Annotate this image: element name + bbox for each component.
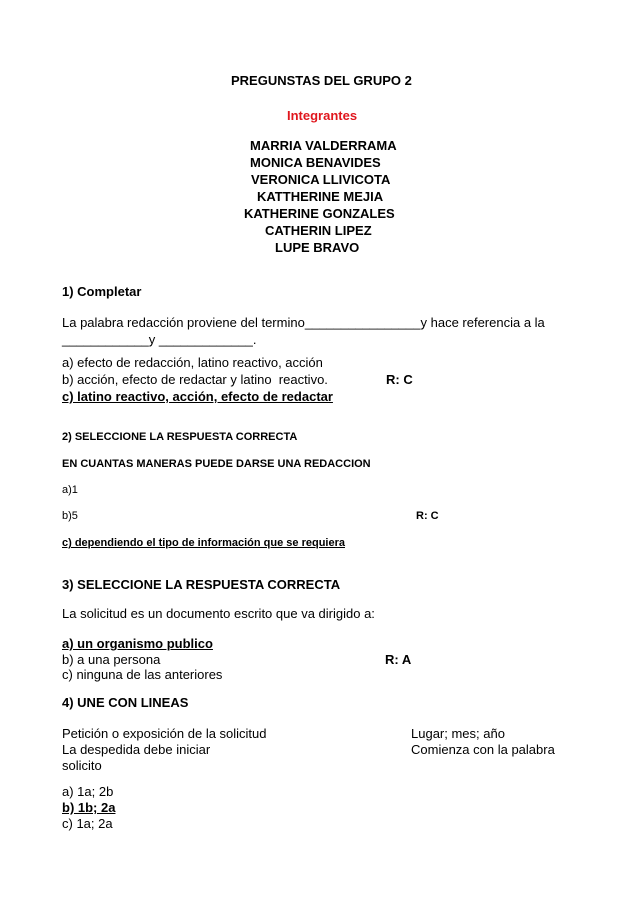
q4-option-b: b) 1b; 2a bbox=[62, 800, 116, 815]
q4-left-item: Petición o exposición de la solicitud bbox=[62, 726, 267, 741]
q4-option-a: a) 1a; 2b bbox=[62, 784, 114, 799]
member-name: KATHERINE GONZALES bbox=[244, 206, 395, 221]
q4-left-item: solicito bbox=[62, 758, 102, 773]
member-name: CATHERIN LIPEZ bbox=[265, 223, 372, 238]
q2-option-b: b)5 bbox=[62, 510, 78, 522]
document-title: PREGUNSTAS DEL GRUPO 2 bbox=[231, 73, 412, 88]
q2-option-c: c) dependiendo el tipo de información que se requiera bbox=[62, 537, 345, 549]
q1-option-b: b) acción, efecto de redactar y latino reactivo. bbox=[62, 372, 328, 387]
q1-answer: R: C bbox=[386, 372, 413, 387]
q2-heading: 2) SELECCIONE LA RESPUESTA CORRECTA bbox=[62, 431, 298, 443]
document-subtitle: Integrantes bbox=[287, 108, 358, 123]
q3-answer: R: A bbox=[385, 652, 412, 667]
q3-heading: 3) SELECCIONE LA RESPUESTA CORRECTA bbox=[62, 577, 341, 592]
q3-option-c: c) ninguna de las anteriores bbox=[62, 667, 223, 682]
q2-question: EN CUANTAS MANERAS PUEDE DARSE UNA REDACCION bbox=[62, 458, 371, 470]
q2-option-a: a)1 bbox=[62, 484, 78, 496]
q2-answer: R: C bbox=[416, 510, 439, 522]
q4-heading: 4) UNE CON LINEAS bbox=[62, 695, 189, 710]
member-name: VERONICA LLIVICOTA bbox=[251, 172, 391, 187]
q3-question: La solicitud es un documento escrito que va dirigido a: bbox=[62, 606, 375, 621]
q4-right-item: Lugar; mes; año bbox=[411, 726, 505, 741]
member-name: MARRIA VALDERRAMA bbox=[250, 138, 397, 153]
member-name: KATTHERINE MEJIA bbox=[257, 189, 384, 204]
q1-text-line1: La palabra redacción proviene del termino________________y hace referencia a la bbox=[62, 315, 545, 330]
q1-text-line2: ____________y _____________. bbox=[62, 332, 257, 347]
q4-right-item: Comienza con la palabra bbox=[411, 742, 555, 757]
q4-left-item: La despedida debe iniciar bbox=[62, 742, 211, 757]
member-name: MONICA BENAVIDES bbox=[250, 155, 381, 170]
q1-option-c: c) latino reactivo, acción, efecto de redactar bbox=[62, 389, 333, 404]
q1-heading: 1) Completar bbox=[62, 284, 142, 299]
q1-option-a: a) efecto de redacción, latino reactivo, acción bbox=[62, 355, 323, 370]
q3-option-a: a) un organismo publico bbox=[62, 636, 213, 651]
q3-option-b: b) a una persona bbox=[62, 652, 161, 667]
q4-option-c: c) 1a; 2a bbox=[62, 816, 113, 831]
member-name: LUPE BRAVO bbox=[275, 240, 360, 255]
